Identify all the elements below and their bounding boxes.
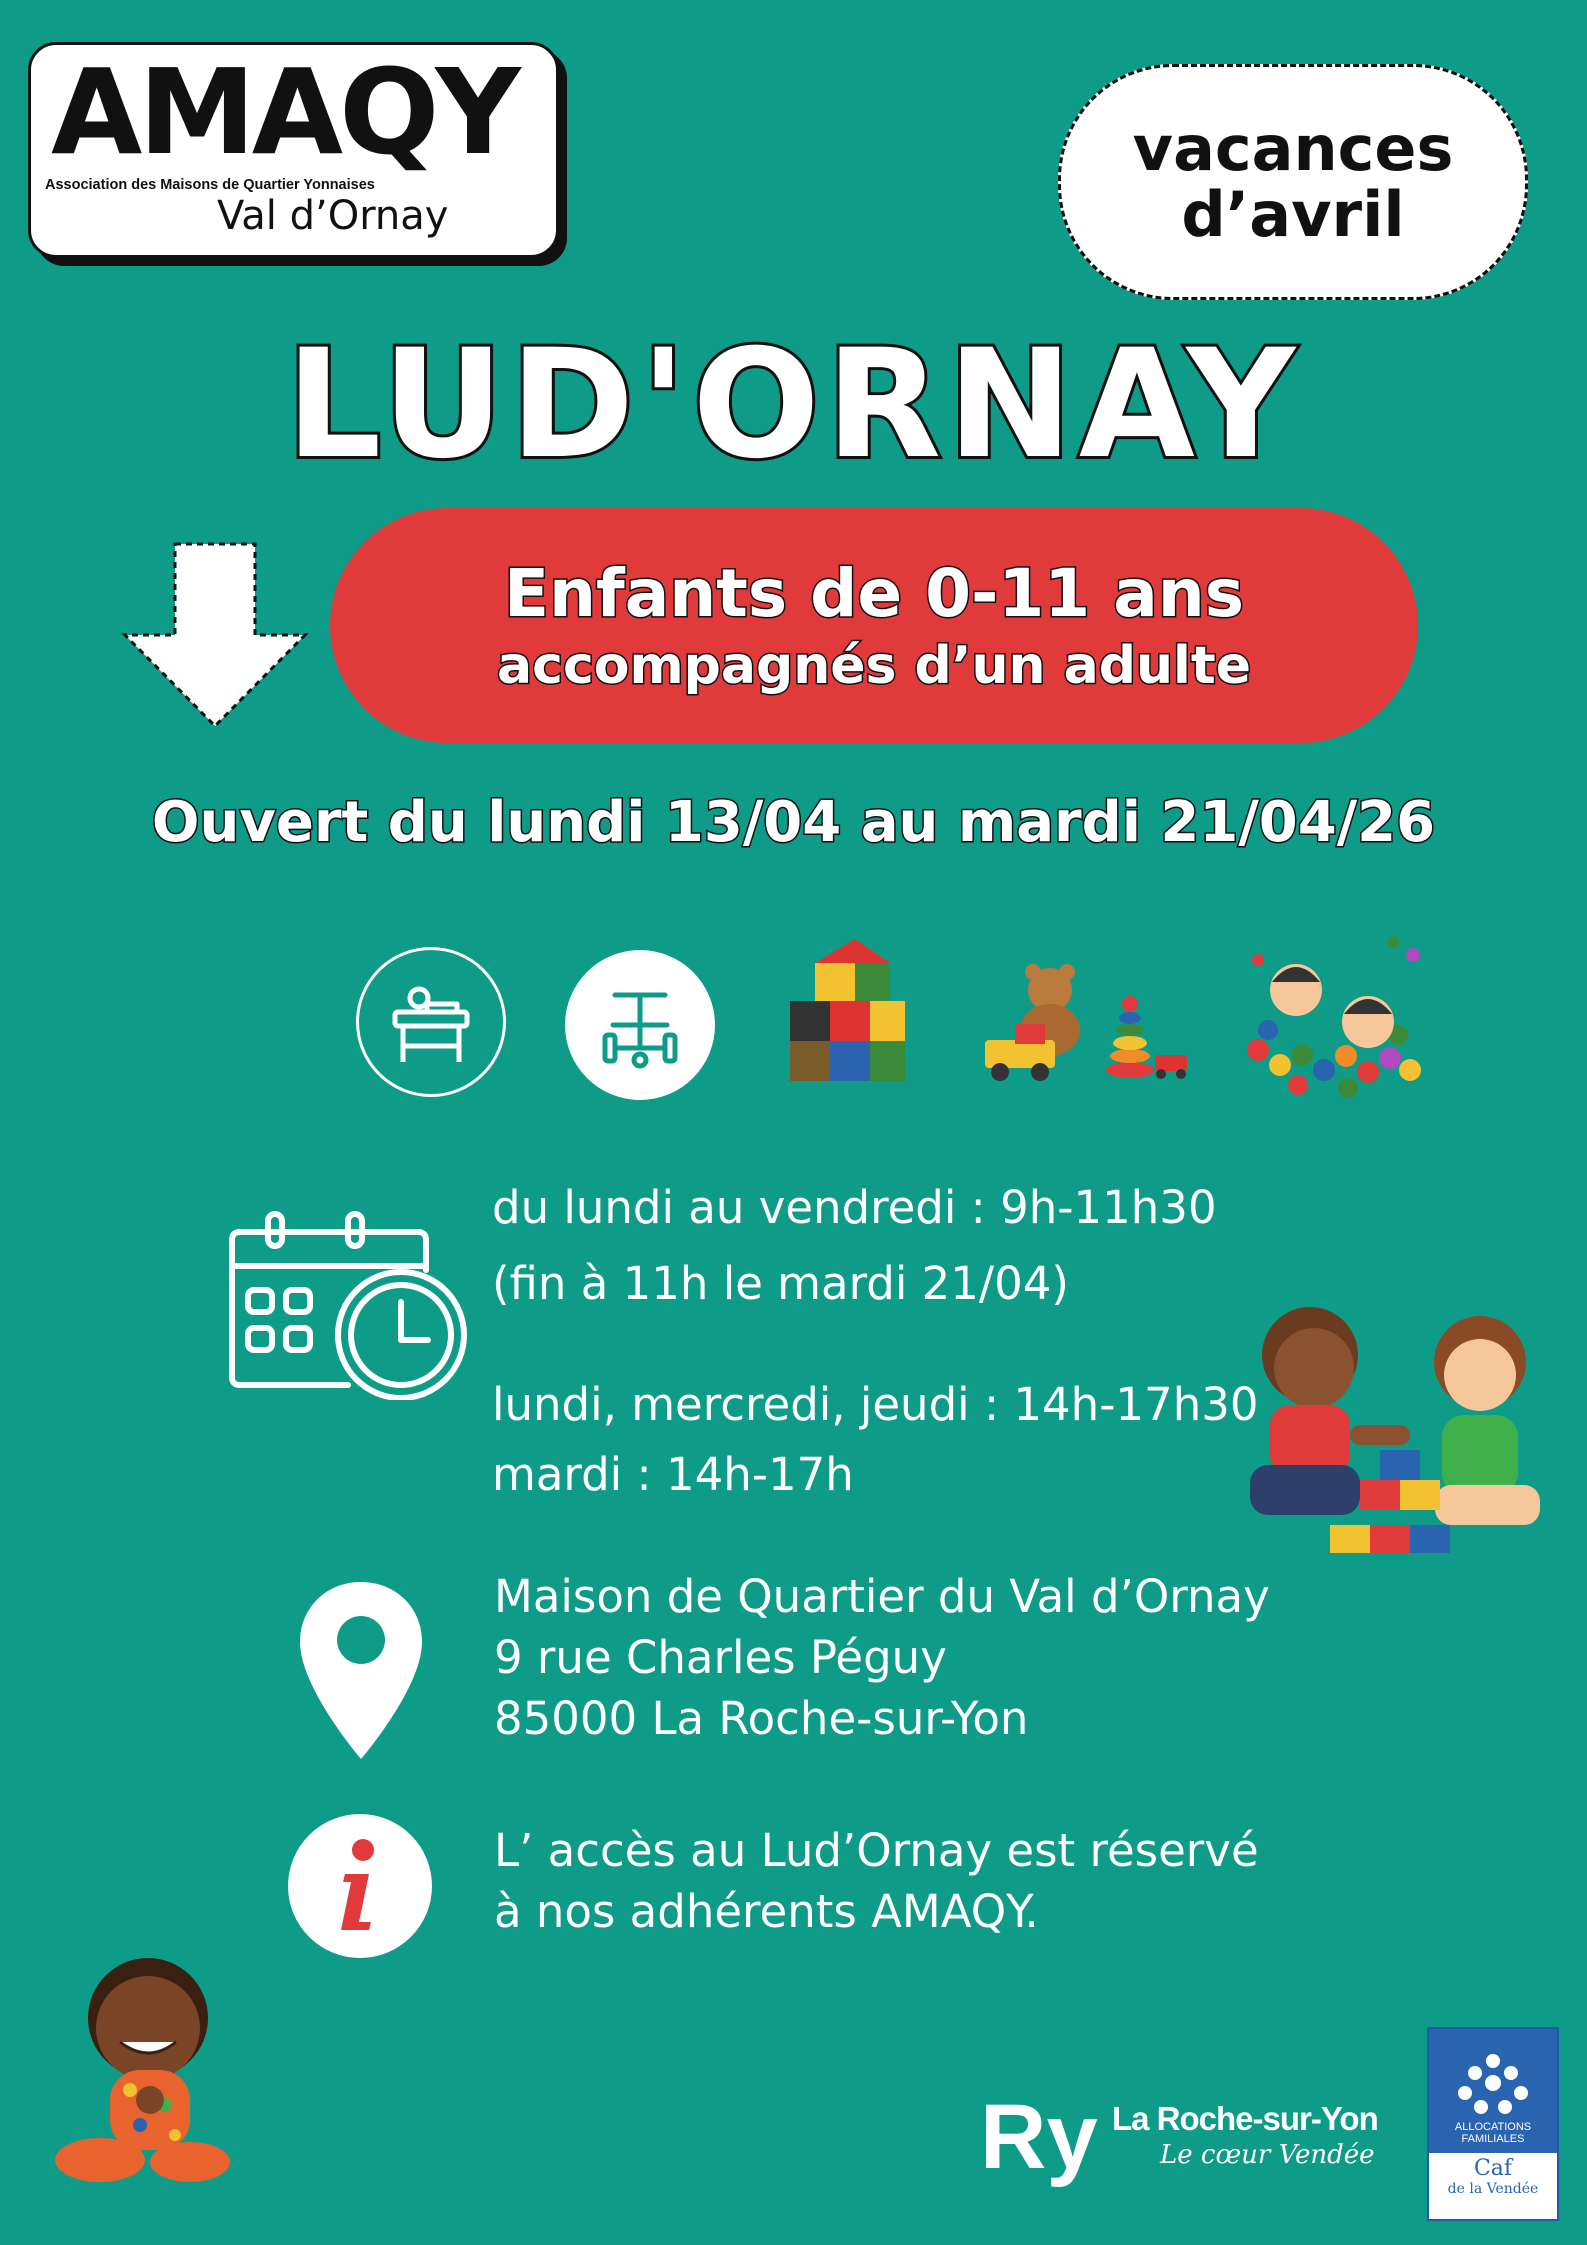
address <box>494 1566 1270 1749</box>
caf-word: Caf <box>1473 2156 1513 2181</box>
access-notice <box>494 1820 1259 1942</box>
hours-morning <box>492 1170 1217 1322</box>
hours-afternoon-days: lundi, mercredi, jeudi : 14h-17h30 <box>492 1378 1259 1431</box>
caf-region: de la Vendée <box>1447 2181 1539 2197</box>
arrow-down-icon <box>120 540 310 730</box>
caf-name: ALLOCATIONS FAMILIALES <box>1454 2121 1532 2145</box>
changing-table-icon <box>356 947 506 1097</box>
logo-wordmark: AMAQY <box>51 43 517 181</box>
building-blocks-icon <box>770 935 920 1095</box>
audience-condition: accompagnés d’un adulte <box>497 635 1251 696</box>
page-title: LUD'ORNAY <box>285 318 1302 492</box>
ry-mark: Ry <box>980 2086 1098 2188</box>
hours-note: (fin à 11h le mardi 21/04) <box>492 1257 1069 1310</box>
caf-logo-top <box>1429 2029 1557 2153</box>
hours-afternoon <box>492 1370 1258 1510</box>
hours-weekdays: du lundi au vendredi : 9h-11h30 <box>492 1181 1217 1234</box>
city-tagline: Le cœur Vendée <box>1160 2140 1375 2170</box>
calendar-clock-icon <box>228 1210 473 1400</box>
logo-place: Val d’Ornay <box>217 193 449 239</box>
logo-subtitle: Association des Maisons de Quartier Yonnaises <box>45 177 375 193</box>
address-line2: 9 rue Charles Péguy <box>494 1631 947 1684</box>
caf-emblem-icon <box>1453 2051 1533 2121</box>
caf-logo <box>1427 2027 1559 2221</box>
access-line2: à nos adhérents AMAQY. <box>494 1885 1039 1938</box>
ball-pit-icon <box>1238 930 1428 1100</box>
address-line1: Maison de Quartier du Val d’Ornay <box>494 1570 1270 1623</box>
location-pin-icon <box>296 1578 426 1763</box>
audience-age: Enfants de 0-11 ans <box>503 554 1245 632</box>
opening-dates: Ouvert du lundi 13/04 au mardi 21/04/26 <box>151 790 1436 855</box>
address-line3: 85000 La Roche-sur-Yon <box>494 1692 1029 1745</box>
city-name: La Roche-sur-Yon <box>1112 2100 1378 2137</box>
access-line1: L’ accès au Lud’Ornay est réservé <box>494 1824 1259 1877</box>
audience-banner <box>330 508 1418 743</box>
baby-illustration <box>40 1950 235 2190</box>
ry-logo <box>980 2080 1110 2200</box>
toys-icon <box>975 950 1195 1090</box>
amaqy-logo <box>28 42 559 258</box>
holiday-badge <box>1058 64 1528 300</box>
hours-tuesday: mardi : 14h-17h <box>492 1448 854 1501</box>
children-playing-illustration <box>1230 1300 1555 1560</box>
holiday-badge-line1: vacances <box>1132 112 1454 185</box>
info-icon <box>288 1814 432 1958</box>
holiday-badge-line2: d’avril <box>1181 178 1405 251</box>
balance-bike-icon <box>565 950 715 1100</box>
